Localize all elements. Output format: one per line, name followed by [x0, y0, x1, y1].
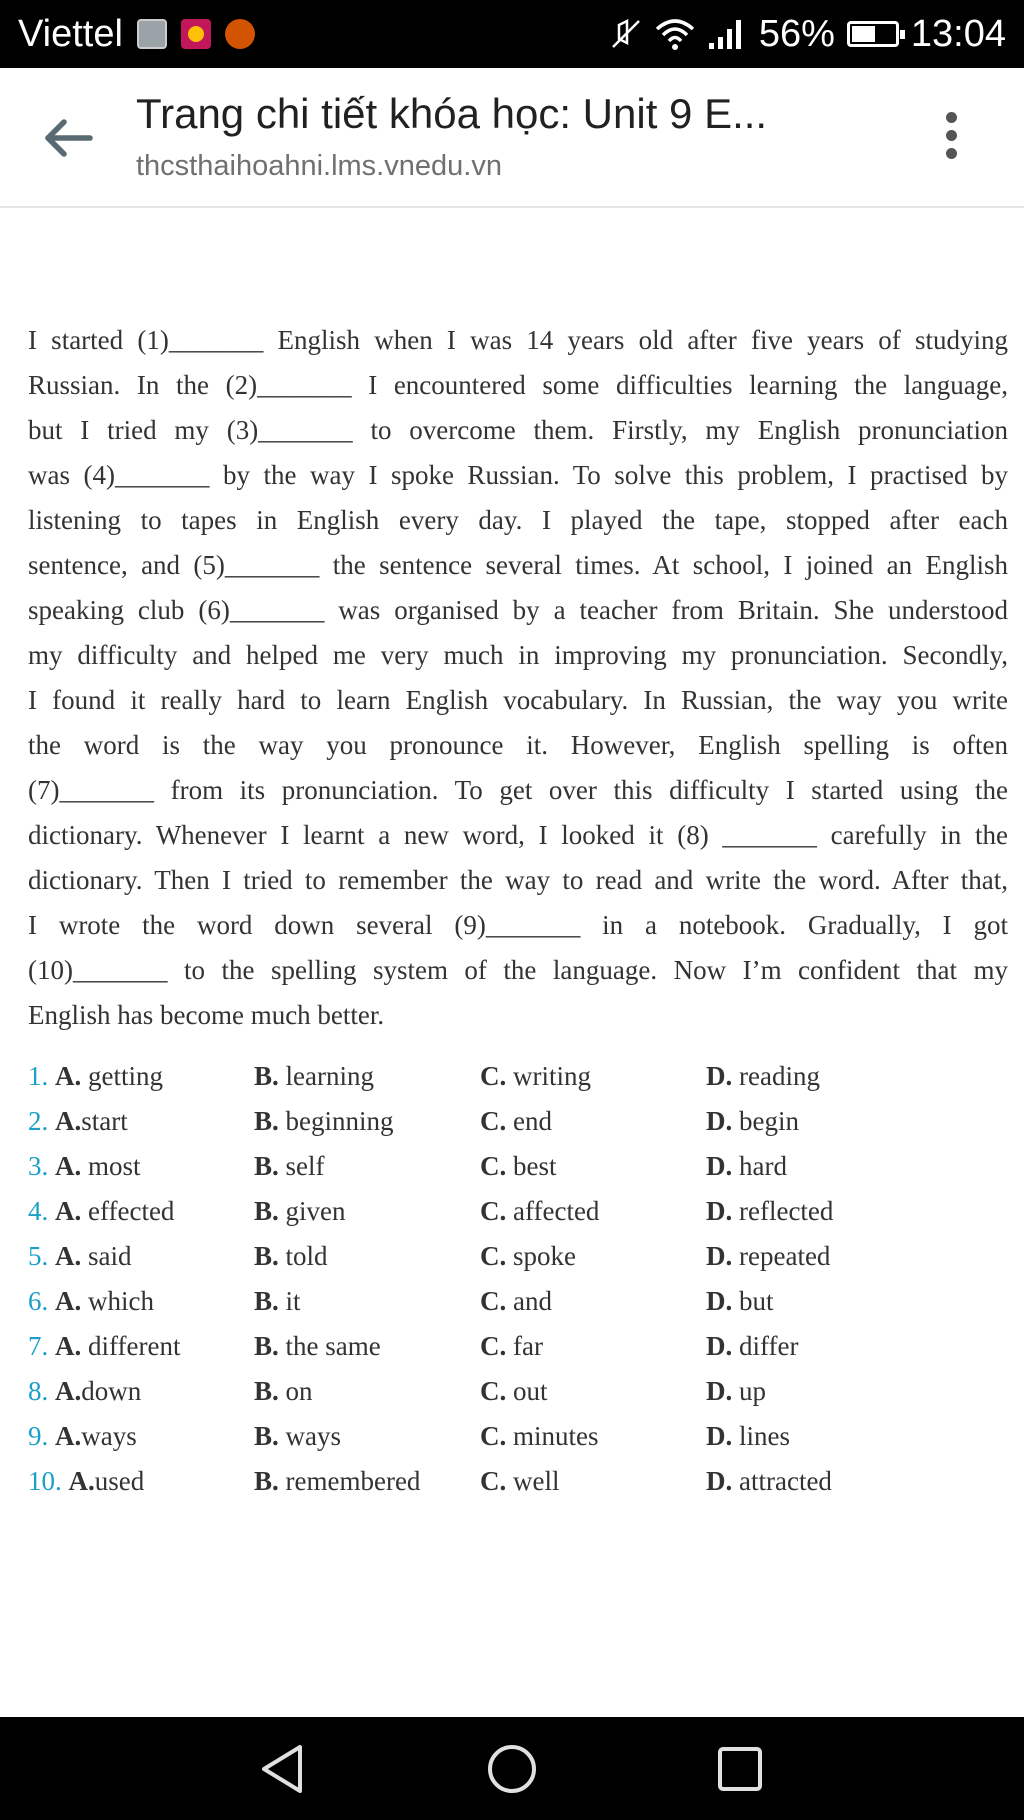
passage-line: I started (1)_______ English when I was 14 years old after five years of studying — [28, 325, 1008, 355]
question-row — [28, 1414, 1008, 1459]
question-number: 4. — [28, 1196, 49, 1226]
option-letter: A. — [55, 1196, 82, 1226]
option-a — [28, 1286, 254, 1317]
question-number: 3. — [28, 1151, 49, 1181]
back-triangle-icon[interactable] — [256, 1741, 312, 1797]
option-text: reading — [732, 1061, 820, 1091]
option-text: effected — [81, 1196, 175, 1226]
option-a — [28, 1061, 254, 1092]
option-letter: C. — [480, 1241, 507, 1271]
passage-line: listening to tapes in English every day. I played the tape, stopped after each — [28, 505, 1008, 535]
option-a — [28, 1376, 254, 1407]
option-text: spoke — [506, 1241, 576, 1271]
option-letter: A. — [55, 1421, 82, 1451]
option-b — [254, 1421, 480, 1452]
option-letter: A. — [68, 1466, 95, 1496]
question-row — [28, 1279, 1008, 1324]
carrier-name: Viettel — [18, 12, 123, 55]
option-letter: D. — [706, 1376, 733, 1406]
option-letter: D. — [706, 1331, 733, 1361]
option-text: start — [81, 1106, 128, 1136]
cookie-app-icon — [225, 19, 255, 49]
status-bar — [0, 0, 1024, 68]
option-b — [254, 1106, 480, 1137]
question-row — [28, 1324, 1008, 1369]
question-options-table — [28, 1054, 1008, 1504]
option-text: affected — [506, 1196, 600, 1226]
option-d — [706, 1106, 1008, 1137]
question-row — [28, 1144, 1008, 1189]
passage-line: (7)_______ from its pronunciation. To get over this difficulty I started using the — [28, 775, 1008, 805]
question-row — [28, 1369, 1008, 1414]
option-text: well — [506, 1466, 560, 1496]
option-letter: C. — [480, 1106, 507, 1136]
option-a — [28, 1421, 254, 1452]
page-title: Trang chi tiết khóa học: Unit 9 E... — [136, 90, 768, 137]
passage-line: speaking club (6)_______ was organised by a teacher from Britain. She understood — [28, 595, 1008, 625]
recents-square-icon[interactable] — [712, 1741, 768, 1797]
option-b — [254, 1151, 480, 1182]
battery-percent: 56% — [758, 12, 835, 55]
option-b — [254, 1331, 480, 1362]
option-text: best — [506, 1151, 557, 1181]
option-c — [480, 1286, 706, 1317]
option-letter: A. — [55, 1106, 82, 1136]
option-text: writing — [506, 1061, 591, 1091]
option-letter: C. — [480, 1061, 507, 1091]
option-c — [480, 1376, 706, 1407]
option-b — [254, 1241, 480, 1272]
question-number: 8. — [28, 1376, 49, 1406]
option-b — [254, 1376, 480, 1407]
title-block — [136, 90, 836, 183]
question-row — [28, 1459, 1008, 1504]
option-text: given — [278, 1196, 346, 1226]
option-c — [480, 1466, 706, 1497]
option-text: end — [506, 1106, 552, 1136]
option-text: said — [81, 1241, 132, 1271]
option-c — [480, 1106, 706, 1137]
app-bar — [0, 68, 1024, 208]
option-d — [706, 1151, 1008, 1182]
page-url: thcsthaihoahni.lms.vnedu.vn — [136, 150, 502, 182]
passage-line: I found it really hard to learn English vocabulary. In Russian, the way you write — [28, 685, 1008, 715]
option-text: far — [506, 1331, 543, 1361]
option-letter: C. — [480, 1331, 507, 1361]
option-text: begin — [732, 1106, 799, 1136]
option-letter: D. — [706, 1421, 733, 1451]
option-letter: D. — [706, 1106, 733, 1136]
option-text: remembered — [278, 1466, 421, 1496]
option-c — [480, 1331, 706, 1362]
option-letter: B. — [254, 1331, 279, 1361]
option-letter: A. — [55, 1061, 82, 1091]
option-letter: A. — [55, 1151, 82, 1181]
option-letter: A. — [55, 1286, 82, 1316]
option-letter: B. — [254, 1286, 279, 1316]
option-text: reflected — [732, 1196, 834, 1226]
option-b — [254, 1466, 480, 1497]
question-row — [28, 1189, 1008, 1234]
passage-line: Russian. In the (2)_______ I encountered some difficulties learning the language, — [28, 370, 1008, 400]
option-a — [28, 1151, 254, 1182]
back-arrow-icon[interactable] — [40, 113, 94, 163]
option-text: lines — [732, 1421, 790, 1451]
battery-icon — [847, 21, 899, 47]
option-c — [480, 1196, 706, 1227]
option-text: repeated — [732, 1241, 831, 1271]
option-a — [28, 1106, 254, 1137]
option-text: it — [278, 1286, 301, 1316]
option-text: ways — [278, 1421, 342, 1451]
passage-line: my difficulty and helped me very much in improving my pronunciation. Secondly, — [28, 640, 1008, 670]
option-c — [480, 1241, 706, 1272]
option-b — [254, 1061, 480, 1092]
option-letter: A. — [55, 1331, 82, 1361]
gallery-icon — [137, 19, 167, 49]
option-d — [706, 1331, 1008, 1362]
passage-line: the word is the way you pronounce it. However, English spelling is often — [28, 730, 1008, 760]
option-text: up — [732, 1376, 766, 1406]
question-number: 2. — [28, 1106, 49, 1136]
option-text: minutes — [506, 1421, 599, 1451]
question-number: 7. — [28, 1331, 49, 1361]
question-row — [28, 1099, 1008, 1144]
option-text: learning — [278, 1061, 374, 1091]
exercise-content — [28, 318, 1008, 1504]
option-text: getting — [81, 1061, 163, 1091]
option-letter: D. — [706, 1151, 733, 1181]
option-letter: C. — [480, 1376, 507, 1406]
option-a — [28, 1196, 254, 1227]
option-text: but — [732, 1286, 774, 1316]
option-a — [28, 1241, 254, 1272]
navigation-bar — [0, 1717, 1024, 1820]
question-number: 5. — [28, 1241, 49, 1271]
option-letter: B. — [254, 1376, 279, 1406]
reading-passage — [28, 318, 1008, 1038]
option-a — [28, 1466, 254, 1497]
option-a — [28, 1331, 254, 1362]
option-text: and — [506, 1286, 552, 1316]
passage-line: English has become much better. — [28, 1000, 385, 1030]
signal-icon — [707, 17, 747, 51]
question-number: 9. — [28, 1421, 49, 1451]
question-row — [28, 1234, 1008, 1279]
option-text: differ — [732, 1331, 799, 1361]
option-letter: C. — [480, 1196, 507, 1226]
option-b — [254, 1286, 480, 1317]
option-d — [706, 1376, 1008, 1407]
option-text: hard — [732, 1151, 787, 1181]
option-letter: D. — [706, 1061, 733, 1091]
passage-line: dictionary. Whenever I learnt a new word, I looked it (8) _______ carefully in the — [28, 820, 1008, 850]
option-c — [480, 1421, 706, 1452]
option-letter: B. — [254, 1106, 279, 1136]
option-letter: D. — [706, 1286, 733, 1316]
option-letter: A. — [55, 1376, 82, 1406]
option-letter: B. — [254, 1196, 279, 1226]
option-d — [706, 1286, 1008, 1317]
option-text: which — [81, 1286, 154, 1316]
passage-line: was (4)_______ by the way I spoke Russian. To solve this problem, I practised by — [28, 460, 1008, 490]
option-letter: B. — [254, 1466, 279, 1496]
mute-icon — [609, 17, 643, 51]
option-d — [706, 1196, 1008, 1227]
option-letter: D. — [706, 1466, 733, 1496]
question-row — [28, 1054, 1008, 1099]
question-number: 1. — [28, 1061, 49, 1091]
option-text: ways — [81, 1421, 137, 1451]
option-letter: C. — [480, 1286, 507, 1316]
option-text: on — [278, 1376, 313, 1406]
option-b — [254, 1196, 480, 1227]
option-letter: B. — [254, 1241, 279, 1271]
option-text: down — [81, 1376, 142, 1406]
option-d — [706, 1421, 1008, 1452]
option-d — [706, 1241, 1008, 1272]
question-number: 6. — [28, 1286, 49, 1316]
option-c — [480, 1151, 706, 1182]
passage-line: I wrote the word down several (9)_______ in a notebook. Gradually, I got — [28, 910, 1008, 940]
option-c — [480, 1061, 706, 1092]
option-d — [706, 1466, 1008, 1497]
passage-line: (10)_______ to the spelling system of the language. Now I’m confident that my — [28, 955, 1008, 985]
overflow-menu-icon[interactable] — [936, 112, 966, 168]
option-text: used — [94, 1466, 145, 1496]
clock: 13:04 — [910, 12, 1006, 55]
option-letter: C. — [480, 1466, 507, 1496]
option-text: attracted — [732, 1466, 832, 1496]
sun-app-icon — [181, 19, 211, 49]
passage-line: dictionary. Then I tried to remember the way to read and write the word. After that, — [28, 865, 1008, 895]
option-letter: B. — [254, 1061, 279, 1091]
home-circle-icon[interactable] — [484, 1741, 540, 1797]
option-d — [706, 1061, 1008, 1092]
option-letter: D. — [706, 1196, 733, 1226]
option-text: told — [278, 1241, 328, 1271]
option-text: different — [81, 1331, 181, 1361]
option-letter: B. — [254, 1151, 279, 1181]
option-text: the same — [278, 1331, 381, 1361]
question-number: 10. — [28, 1466, 62, 1496]
option-letter: C. — [480, 1421, 507, 1451]
option-letter: A. — [55, 1241, 82, 1271]
passage-line: sentence, and (5)_______ the sentence several times. At school, I joined an English — [28, 550, 1008, 580]
option-letter: B. — [254, 1421, 279, 1451]
option-letter: D. — [706, 1241, 733, 1271]
option-text: most — [81, 1151, 141, 1181]
option-letter: C. — [480, 1151, 507, 1181]
passage-line: but I tried my (3)_______ to overcome them. Firstly, my English pronunciation — [28, 415, 1008, 445]
wifi-icon — [655, 17, 695, 51]
option-text: beginning — [278, 1106, 394, 1136]
option-text: self — [278, 1151, 325, 1181]
option-text: out — [506, 1376, 548, 1406]
